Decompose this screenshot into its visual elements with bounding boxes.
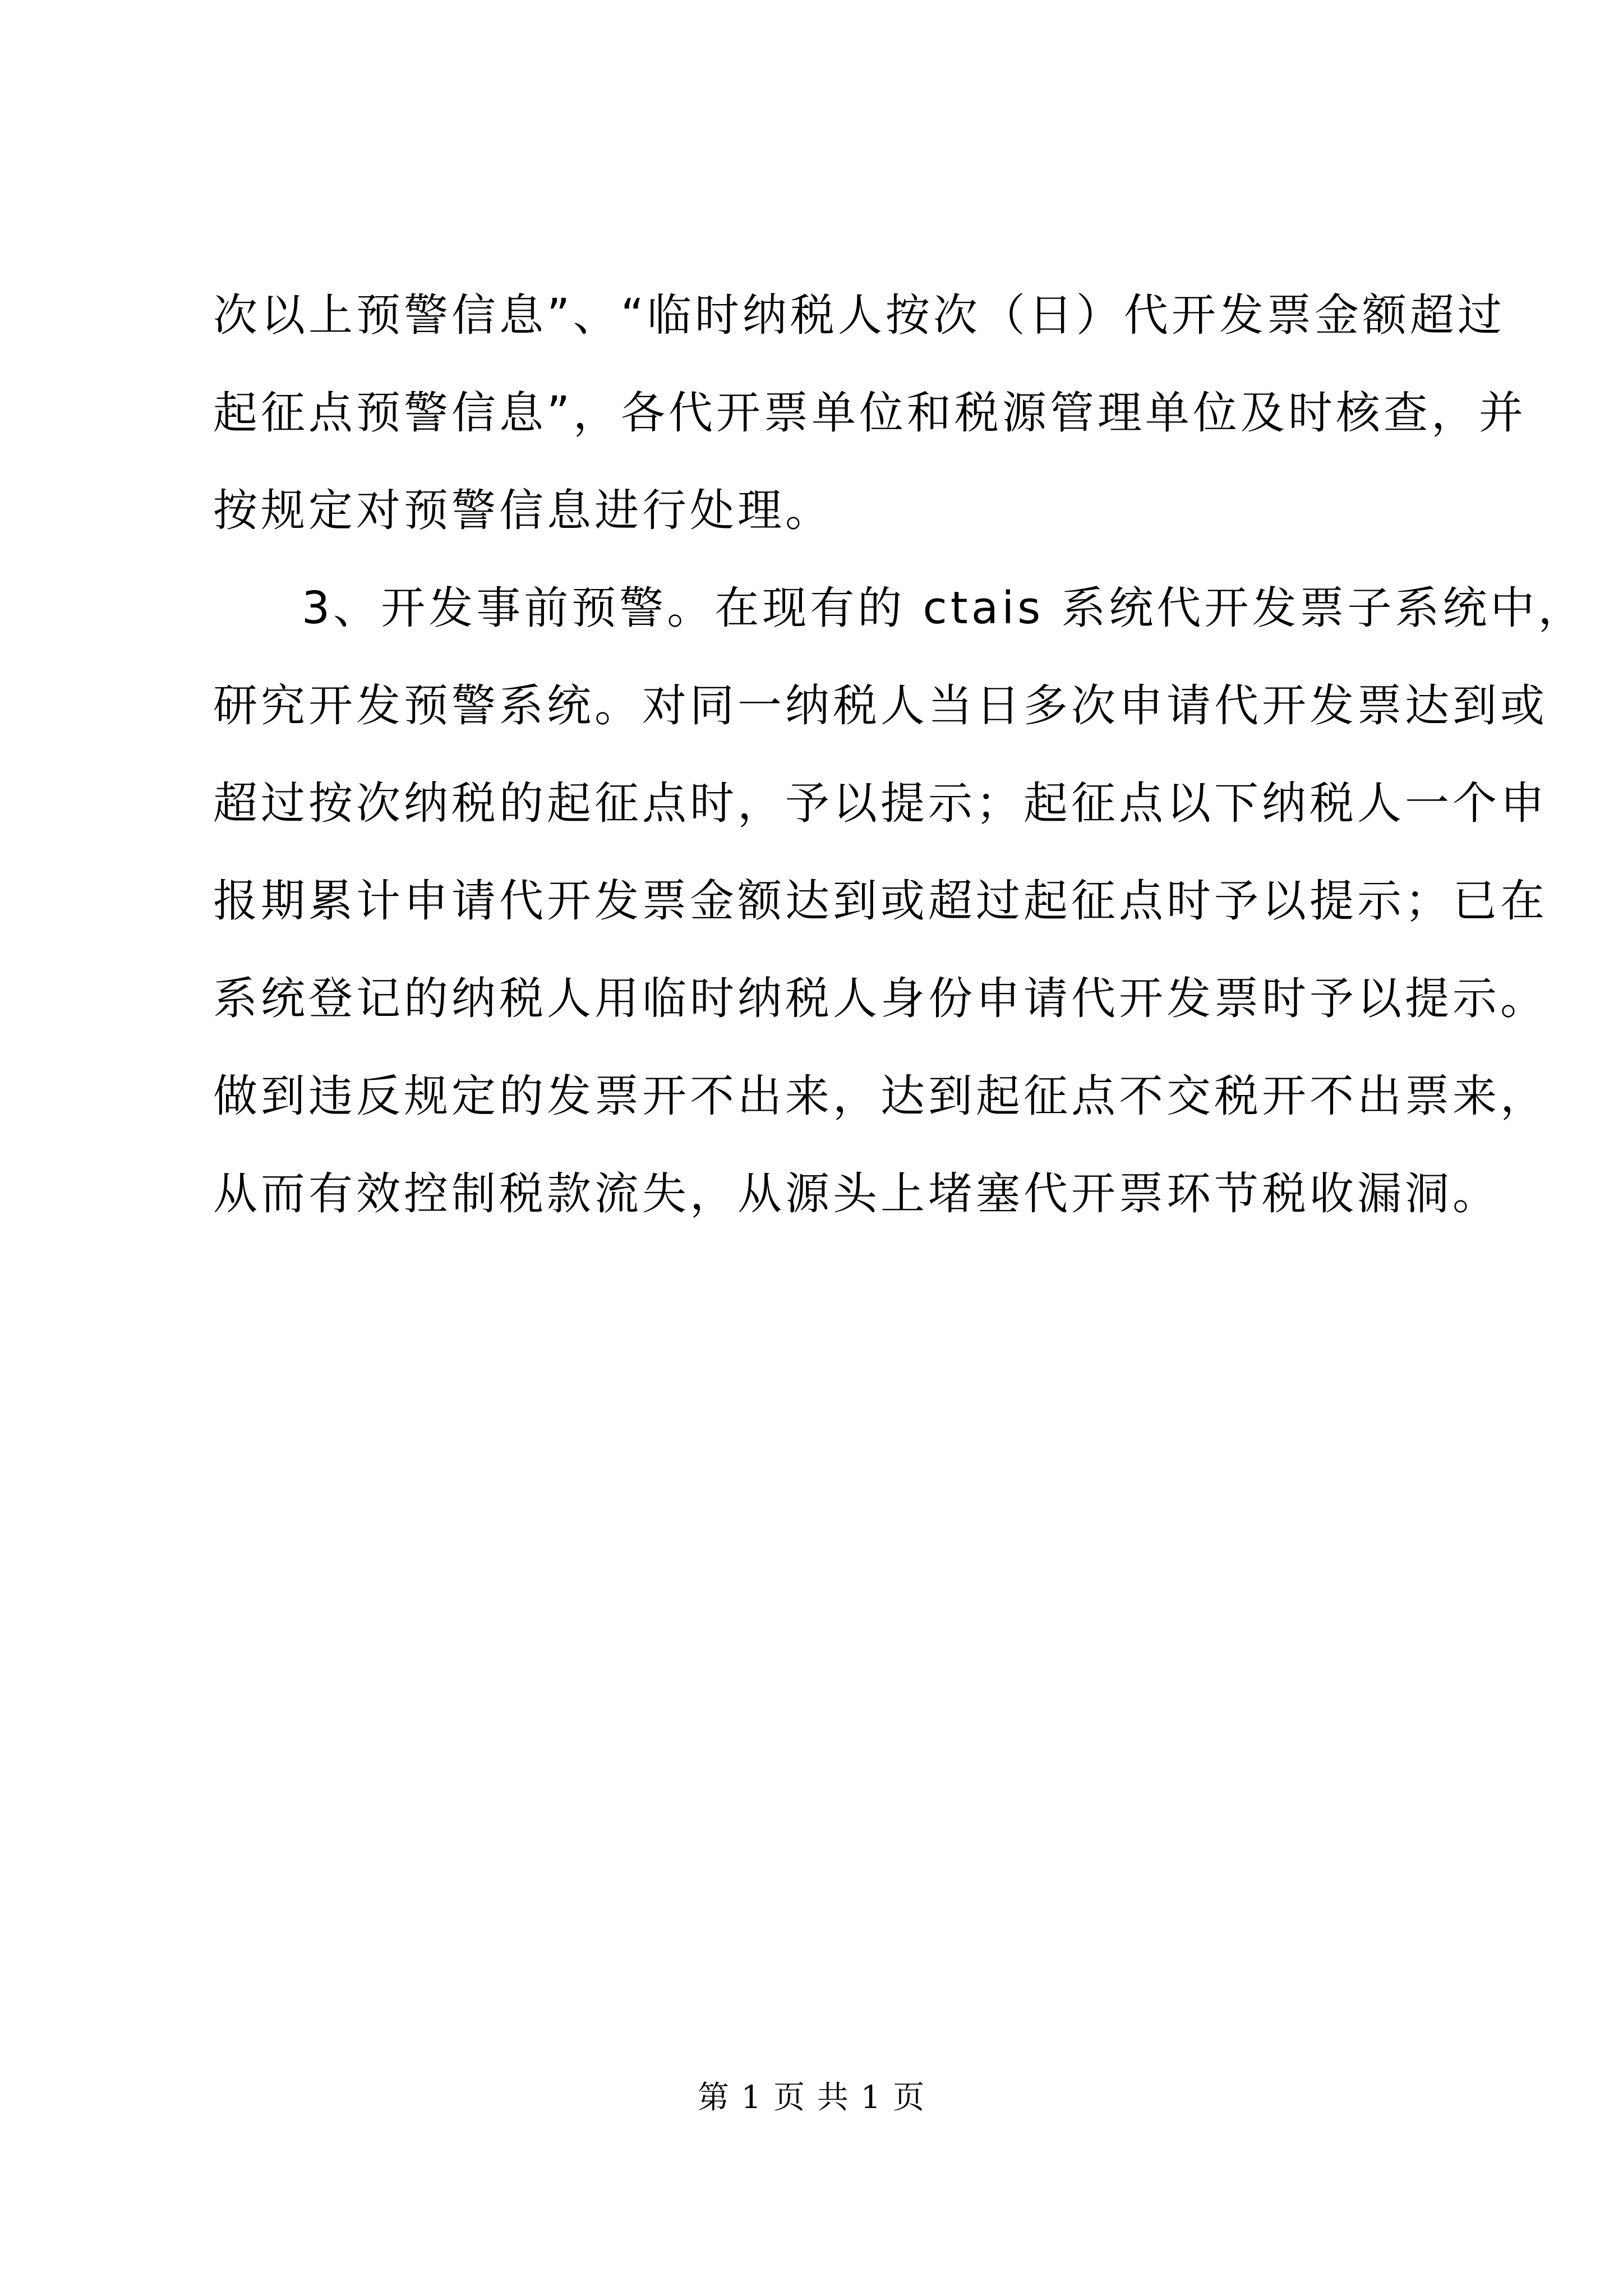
document-body	[213, 266, 1586, 1243]
paragraph-2	[213, 559, 1586, 1243]
page-footer: 第 1 页 共 1 页	[697, 2079, 926, 2116]
text-line: 次以上预警信息”、“临时纳税人按次（日）代开发票金额超过	[213, 289, 1505, 341]
text-line: 3、开发事前预警。在现有的 ctais 系统代开发票子系统中，	[302, 582, 1586, 634]
paragraph-1	[213, 266, 1527, 559]
text-line: 系统登记的纳税人用临时纳税人身份申请代开发票时予以提示。	[213, 973, 1548, 1024]
text-line: 按规定对预警信息进行处理。	[213, 485, 833, 536]
text-line: 超过按次纳税的起征点时，予以提示；起征点以下纳税人一个申	[213, 777, 1548, 829]
text-line: 做到违反规定的发票开不出来，达到起征点不交税开不出票来，	[213, 1070, 1548, 1122]
text-line: 从而有效控制税款流失，从源头上堵塞代开票环节税收漏洞。	[213, 1168, 1500, 1220]
text-line: 研究开发预警系统。对同一纳税人当日多次申请代开发票达到或	[213, 680, 1548, 731]
text-line: 报期累计申请代开发票金额达到或超过起征点时予以提示；已在	[213, 875, 1548, 927]
text-line: 起征点预警信息”，各代开票单位和税源管理单位及时核查，并	[213, 387, 1527, 439]
